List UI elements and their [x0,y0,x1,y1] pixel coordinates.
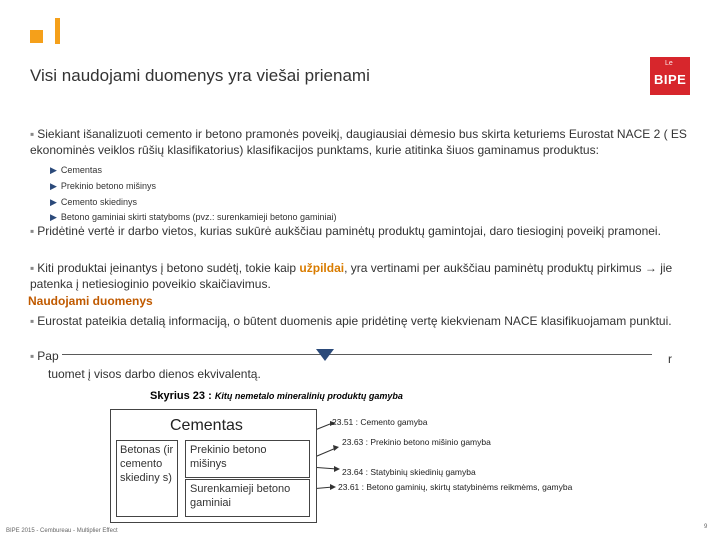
brand-top-label: Le [665,60,673,67]
footer-text: BIPE 2015 - Cembureau - Multiplier Effect [6,528,118,534]
bullet-marker: ▪ [30,349,35,363]
bullet-other-products: ▪ Kiti produktai įeinantys į betono sudėtį, tokie kaip užpildai, yra vertinami per aukščiau paminėtų produktų pirkimus → jie patenka į netiesioginio poveikio skaičiavimus. [30,261,673,291]
triangle-right-icon: ▶ [50,165,57,175]
ready-mix-box: Prekinio betono mišinys [185,440,310,478]
bullet-marker: ▪ [30,314,35,328]
triangle-right-icon: ▶ [50,212,57,222]
bullet-marker: ▪ [30,127,35,141]
precast-box: Surenkamieji betono gaminiai [185,479,310,517]
nace-label: 23.64 : Statybinių skiedinių gamyba [342,467,476,477]
cement-box-title: Cementas [170,417,243,434]
triangle-right-icon: ▶ [50,197,57,207]
brand-name: BIPE [654,72,687,87]
list-item: ▶ Cemento skiedinys [50,197,137,207]
bullet-eurostat: ▪ Eurostat pateikia detalią informaciją, o būtent duomenis apie pridėtinę vertę kiekvienam NACE klasifikuojamam punktui. [30,314,672,328]
page-title: Visi naudojami duomenys yra viešai prienami [30,66,370,85]
nace-label: 23.61 : Betono gaminių, skirtų statybinėms reikmėms, gamyba [338,482,573,492]
nace-label: 23.51 : Cemento gamyba [332,417,428,427]
bullet-marker: ▪ [30,261,35,275]
concrete-box: Betonas (ir cemento skiediny s) [116,440,178,517]
list-item: ▶ Prekinio betono mišinys [50,181,156,191]
section-heading: Naudojami duomenys [28,294,153,308]
page-number: 9 [704,524,708,530]
highlight-aggregates: užpildai [299,261,345,275]
bullet-scope-text: Siekiant išanalizuoti cemento ir betono pramonės poveikį, daugiausiai dėmesio bus skirta keturiems Eurostat NACE 2 ( ES ekonominės veiklos rūšių klasifikatorius) klasifikacijos punktams, kurie atitinka šiuos gaminamus produktus: [30,127,687,157]
list-item: ▶ Cementas [50,165,102,175]
bullet-employment-line2: tuomet į visos darbo dienos ekvivalentą. [48,367,261,381]
bullet-value-added: ▪ Pridėtinė vertė ir darbo vietos, kurias sukūrė aukščiau paminėtų produktų gamintojai, daro tiesioginį poveikį pramonei. [30,224,661,238]
bullet-employment-start: ▪ Pap [30,349,59,363]
bullet-marker: ▪ [30,224,35,238]
nace-label: 23.63 : Prekinio betono mišinio gamyba [342,437,491,447]
triangle-right-icon: ▶ [50,181,57,191]
bullet-employment-end: r [668,352,672,366]
chapter-heading: Skyrius 23 : Kitų nemetalo mineralinių produktų gamyba [150,390,403,402]
list-item: ▶ Betono gaminiai skirti statyboms (pvz.: surenkamieji betono gaminiai) [50,212,337,222]
